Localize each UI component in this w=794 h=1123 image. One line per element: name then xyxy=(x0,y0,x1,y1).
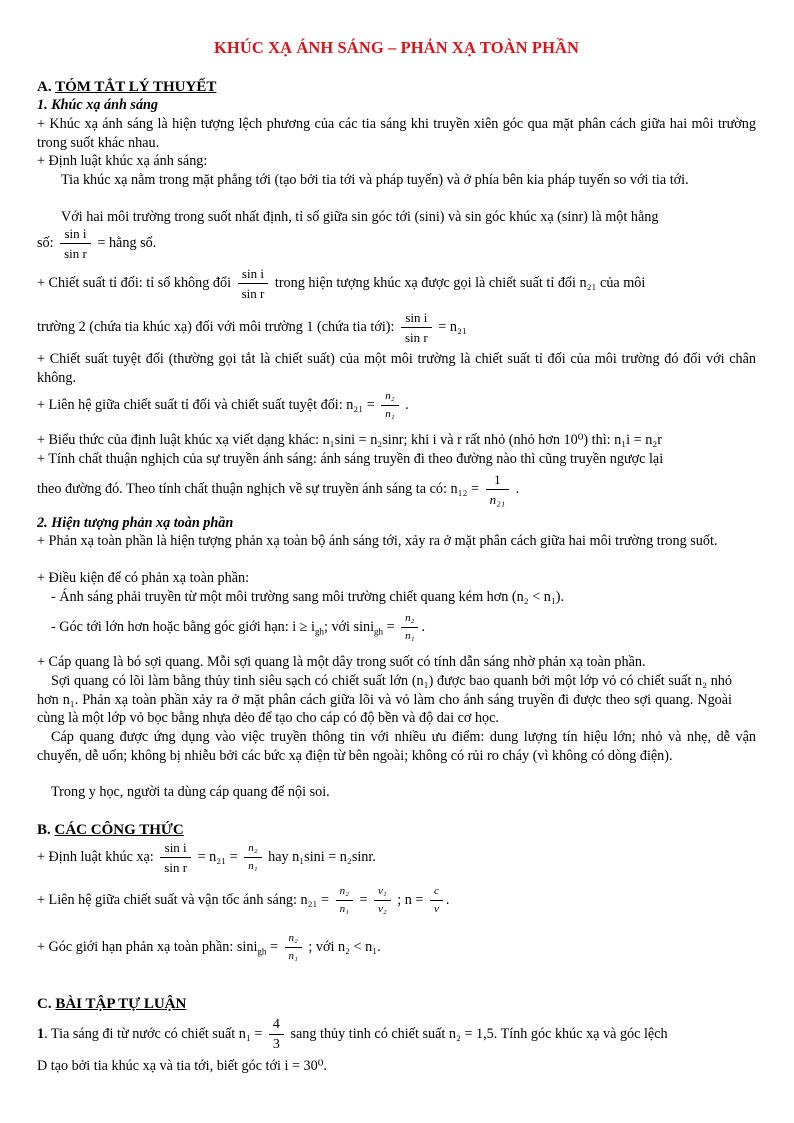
formula-index-relation xyxy=(37,390,409,421)
fraction-denominator: sin r xyxy=(64,246,87,261)
condition-critical-angle xyxy=(51,612,425,643)
section-a-prefix: A. xyxy=(37,79,56,95)
fraction-numerator: sin i xyxy=(401,310,432,328)
section-b-heading xyxy=(37,821,184,840)
fraction-denominator: n₁ xyxy=(405,630,415,642)
paragraph-fiber-cable: + Cáp quang là bó sợi quang. Mỗi sợi quang là một dây trong suốt có tính dẫn sáng nhờ phản xạ toàn phần. xyxy=(37,654,646,670)
formula-refraction-law xyxy=(37,840,376,875)
refraction-law-eq: = n₂₁ = xyxy=(197,848,238,865)
critical-angle-prefix: - Góc tới lớn hơn hoặc bằng góc giới hạn: i ≥ i xyxy=(51,618,315,635)
formula-suffix: = hằng số. xyxy=(97,234,157,251)
relative-index-line2-prefix: trường 2 (chứa tia khúc xạ) đối với môi trường 1 (chứa tia tới): xyxy=(37,318,395,335)
fraction-denominator: sin r xyxy=(164,860,188,875)
paragraph-total-reflection-conditions: + Điều kiện để có phản xạ toàn phần: xyxy=(37,570,250,586)
refraction-law-prefix: + Định luật khúc xạ: xyxy=(37,848,154,865)
fraction-denominator: n₁ xyxy=(248,860,258,872)
fraction-numerator: n₂ xyxy=(285,932,302,948)
subsection-2-heading: 2. Hiện tượng phản xạ toàn phần xyxy=(37,515,234,531)
section-c-title: BÀI TẬP TỰ LUẬN xyxy=(55,996,187,1012)
paragraph-reversibility: + Tính chất thuận nghịch của sự truyền ánh sáng: ánh sáng truyền đi theo đường nào thì cũng truyền ngược lại xyxy=(37,451,664,467)
formula-prefix: số: xyxy=(37,234,54,251)
exercise-1-suffix: sang thủy tinh có chiết suất n₂ = 1,5. Tính góc khúc xạ và góc lệch xyxy=(290,1025,668,1042)
speed-relation-eq: = xyxy=(359,891,368,908)
paragraph-ratio-statement: Với hai môi trường trong suốt nhất định, tỉ số giữa sin góc tới (sini) và sin góc khúc xạ (sinr) là một hằng xyxy=(61,209,659,225)
fraction-4-3 xyxy=(269,1017,284,1052)
fraction-denominator: v xyxy=(433,903,439,915)
fraction-sini-sinr-b xyxy=(160,840,191,875)
fraction-n2-n1-c xyxy=(336,885,353,916)
refraction-law-suffix: hay n₁sini = n₂sinr. xyxy=(268,848,376,865)
fraction-n2-n1-2 xyxy=(401,612,418,643)
paragraph-refraction-definition: + Khúc xạ ánh sáng là hiện tượng lệch phương của các tia sáng khi truyền xiên góc qua mặt phân cách giữa hai môi trường trong suốt khác nhau. xyxy=(37,116,756,151)
speed-relation-prefix: + Liên hệ giữa chiết suất và vận tốc ánh sáng: n₂₁ = xyxy=(37,891,330,908)
fraction-denominator: sin r xyxy=(405,330,428,345)
index-relation-prefix: + Liên hệ giữa chiết suất tỉ đối và chiết suất tuyệt đối: n₂₁ = xyxy=(37,396,375,413)
fraction-sini-sinr xyxy=(60,226,91,261)
relative-index-line2-suffix: = n₂₁ xyxy=(438,318,467,335)
formula-reversibility xyxy=(37,472,519,507)
formula-ratio-constant xyxy=(37,226,156,261)
fraction-numerator: n₂ xyxy=(336,885,353,901)
subscript-gh: gh xyxy=(314,626,324,637)
section-a-heading xyxy=(37,78,216,97)
fraction-v1-v2 xyxy=(374,885,391,916)
critical-angle-formula-suffix: ; với n₂ < n₁. xyxy=(308,938,381,955)
exercise-number: 1 xyxy=(37,1025,45,1042)
fraction-denominator: n₁ xyxy=(385,408,395,420)
critical-angle-formula-prefix: + Góc giới hạn phản xạ toàn phần: sini xyxy=(37,938,258,955)
section-c-heading xyxy=(37,995,186,1014)
fraction-sini-sinr-3 xyxy=(401,310,432,345)
fraction-numerator: sin i xyxy=(238,266,269,284)
exercise-1-prefix: . Tia sáng đi từ nước có chiết suất n₁ = xyxy=(44,1025,263,1042)
fiber-applications-text: Cáp quang được ứng dụng vào việc truyền thông tin với nhiều ưu điểm: dung lượng tín hiệu lớn; nhỏ và nhẹ, dễ vận chuyển, dễ uốn; không bị nhiễu bởi các bức xạ điện từ bên ngoài; không có rủi ro cháy (vì không có dòng điện). xyxy=(37,729,756,764)
fraction-n2-n1 xyxy=(381,390,398,421)
fraction-denominator: n₁ xyxy=(339,903,349,915)
reversibility-suffix: . xyxy=(515,480,520,497)
fraction-denominator: v₂ xyxy=(378,903,387,915)
speed-relation-suffix: . xyxy=(445,891,450,908)
fraction-n2-n1-d xyxy=(285,932,302,963)
exercise-1 xyxy=(37,1017,756,1052)
formula-relative-index xyxy=(37,310,467,345)
critical-angle-mid: ; với sini xyxy=(323,618,375,635)
section-a-title: TÓM TẮT LÝ THUYẾT xyxy=(55,79,217,95)
paragraph-refracted-ray-plane: Tia khúc xạ nằm trong mặt phẳng tới (tạo bởi tia tới và pháp tuyến) và ở phía bên kia pháp tuyến so với tia tới. xyxy=(61,172,689,188)
fraction-1-n21 xyxy=(486,472,510,507)
fraction-numerator: sin i xyxy=(160,840,191,858)
condition-medium: - Ánh sáng phải truyền từ một môi trường sang môi trường chiết quang kém hơn (n₂ < n₁). xyxy=(51,589,565,605)
index-relation-suffix: . xyxy=(405,396,409,413)
fraction-numerator: v₁ xyxy=(374,885,391,901)
fraction-numerator: n₂ xyxy=(381,390,398,406)
reversibility-prefix: theo đường đó. Theo tính chất thuận nghịch về sự truyền ánh sáng ta có: n₁₂ = xyxy=(37,480,480,497)
fraction-numerator: n₂ xyxy=(401,612,418,628)
fraction-numerator: 4 xyxy=(269,1017,284,1035)
subscript-gh-b: gh xyxy=(257,946,267,957)
paragraph-medical-use: Trong y học, người ta dùng cáp quang để nội soi. xyxy=(51,784,330,800)
fraction-numerator: 1 xyxy=(486,472,510,490)
paragraph-relative-index xyxy=(37,266,756,301)
fraction-denominator: n₁ xyxy=(288,950,298,962)
section-b-prefix: B. xyxy=(37,822,55,838)
fraction-sini-sinr-2 xyxy=(238,266,269,301)
fiber-structure-text: Sợi quang có lõi làm bằng thủy tinh siêu sạch có chiết suất lớn (n₁) được bao quanh bởi một lớp vỏ có chiết suất n₂ nhỏ hơn n₁. Phản xạ toàn phần xảy ra ở mặt phân cách giữa lõi và vỏ làm cho ánh sáng truyền đi được theo sợi quang. Ngoài cùng là một lớp vỏ bọc bằng nhựa dẻo để tạo cho cáp có độ bền và độ dai cơ học. xyxy=(37,673,732,726)
section-c-prefix: C. xyxy=(37,996,56,1012)
paragraph-fiber-applications xyxy=(37,728,756,765)
subsection-1-heading: 1. Khúc xạ ánh sáng xyxy=(37,97,159,113)
paragraph-fiber-structure xyxy=(37,672,732,728)
fraction-numerator: n₂ xyxy=(244,842,261,858)
fraction-denominator: n₂₁ xyxy=(489,492,506,507)
fraction-numerator: sin i xyxy=(60,226,91,244)
relative-index-prefix: + Chiết suất tỉ đối: tỉ số không đổi xyxy=(37,274,232,291)
speed-relation-mid: ; n = xyxy=(397,891,424,908)
paragraph-absolute-index: + Chiết suất tuyệt đối (thường gọi tắt là chiết suất) của một môi trường là chiết suất tỉ đối của môi trường đó đối với chân không. xyxy=(37,351,756,386)
paragraph-alt-law: + Biểu thức của định luật khúc xạ viết dạng khác: n₁sini = n₂sinr; khi i và r rất nhỏ (nhỏ hơn 10⁰) thì: n₁i = n₂r xyxy=(37,432,662,448)
fraction-denominator: 3 xyxy=(272,1037,280,1052)
fraction-n2-n1-b xyxy=(244,842,261,873)
subscript-gh-2: gh xyxy=(374,626,384,637)
exercise-1-line2: D tạo bởi tia khúc xạ và tia tới, biết góc tới i = 30⁰. xyxy=(37,1058,327,1074)
paragraph-total-reflection-definition: + Phản xạ toàn phần là hiện tượng phản xạ toàn bộ ánh sáng tới, xảy ra ở mặt phân cách giữa hai môi trường trong suốt. xyxy=(37,533,718,549)
fraction-c-v xyxy=(430,885,443,916)
critical-angle-suffix: . xyxy=(421,618,426,635)
page-title: KHÚC XẠ ÁNH SÁNG – PHẢN XẠ TOÀN PHẦN xyxy=(213,38,580,57)
formula-critical-angle xyxy=(37,932,381,963)
section-b-title: CÁC CÔNG THỨC xyxy=(54,822,184,838)
fraction-numerator: c xyxy=(430,885,443,901)
critical-angle-eq: = xyxy=(383,618,395,635)
fraction-denominator: sin r xyxy=(241,286,265,301)
formula-speed-relation xyxy=(37,885,449,916)
relative-index-suffix: trong hiện tượng khúc xạ được gọi là chiết suất tỉ đối n₂₁ của môi xyxy=(274,274,646,291)
paragraph-refraction-law: + Định luật khúc xạ ánh sáng: xyxy=(37,153,208,169)
critical-angle-formula-eq: = xyxy=(266,938,278,955)
